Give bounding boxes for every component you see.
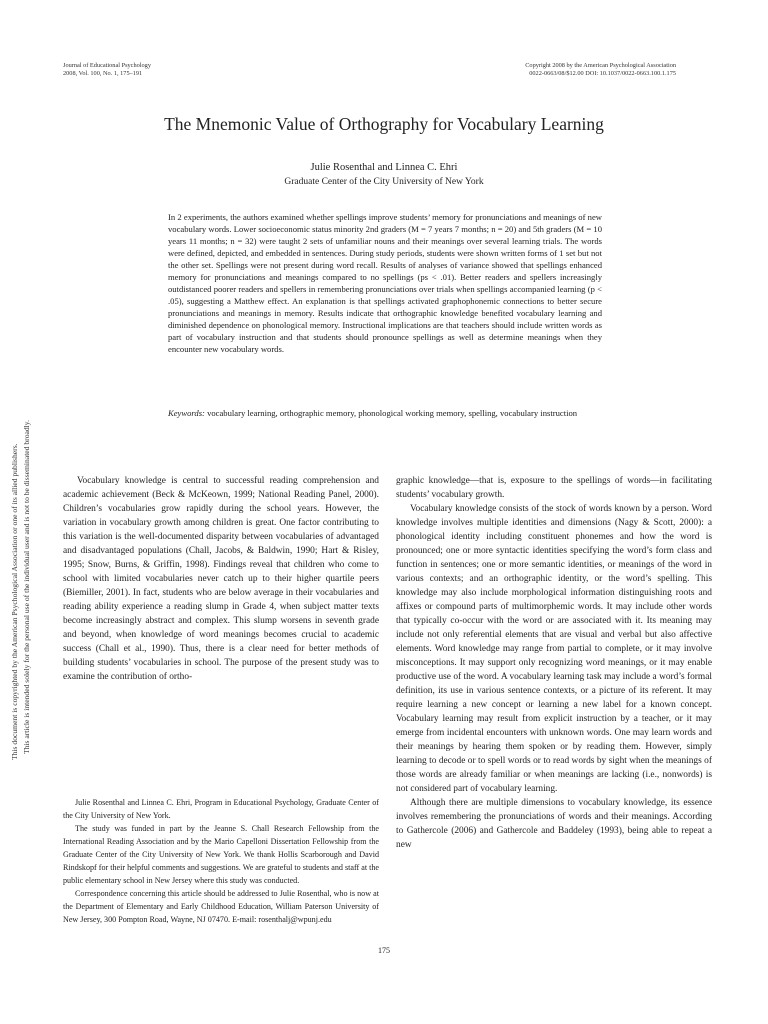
affiliation: Graduate Center of the City University of New York — [284, 177, 484, 187]
sidebar-line-1: This document is copyrighted by the American Psychological Association or one of its allied publishers. — [10, 443, 19, 760]
journal-volume: 2008, Vol. 100, No. 1, 175–191 — [63, 70, 143, 77]
footnote: Correspondence concerning this article should be addressed to Julie Rosenthal, who is now at the Department of Elementary and Early Childhood Education, William Paterson University of New Jersey, 300 Pompton Road, Wayne, NJ 07470. E-mail: rosenthalj@wpunj.edu — [63, 889, 379, 924]
body-paragraph: graphic knowledge—that is, exposure to the spellings of words—in facilitating students’ vocabulary growth. — [396, 476, 712, 500]
journal-header — [63, 62, 151, 78]
author-footnotes — [63, 796, 379, 926]
body-column-right — [396, 474, 712, 852]
page-number: 175 — [378, 946, 390, 955]
body-paragraph: Vocabulary knowledge consists of the stock of words known by a person. Word knowledge involves multiple identities and dimensions (Nagy & Scott, 2000): a phonological identity including constituent phonemes and how the word is pronounced; one or more syntactic identities specifying the word’s form class and function in sentences; one or more semantic identities, or meanings of the word in various contexts; and an orthographic identity, or the word’s spelling. This knowledge may also include morphological information distinguishing roots and affixes or compound parts of multimorphemic words. It may include other words that typically co-occur with the word or are associated with it. Its meaning may include not only referential elements that are visual and verbal but also affective elements. Word knowledge may range from partial to complete, or it may involve misconceptions. It may support only recognizing word meanings, or it may enable productive use of the word. A vocabulary learning task may include a word’s formal definition, its use in various sentence contexts, or a picture of its referent. It may require learning a new concept or learning a new label for a known concept. Vocabulary learning may result from explicit instruction by a teacher, or it may emerge from incidental encounters with unknown words. One may learn words and their meanings by hearing them spoken or by reading them. However, simply learning to decode or to spell words or to read words by sight when the meanings of those words are already familiar or when meanings are lacking (i.e., nonwords) is not considered part of vocabulary learning. — [396, 504, 712, 794]
body-column-left — [63, 474, 379, 684]
body-paragraph: Vocabulary knowledge is central to successful reading comprehension and academic achievement (Beck & McKeown, 1999; National Reading Panel, 2000). Children’s vocabularies grow rapidly during the school years. However, the variation in vocabulary growth among children is great. One factor contributing to this variation is the well-documented disparity between vocabularies of advantaged and disadvantaged populations (Chall, Jacobs, & Baldwin, 1990; Hart & Risley, 1995; Snow, Burns, & Griffin, 1998). Findings reveal that children who come to school with limited vocabularies never catch up to their higher quartile peers (Biemiller, 2001). In fact, students who are below average in their vocabularies and reading ability experience a reading slump in Grade 4, when subject matter texts become increasingly abstract and complex. This slump worsens in seventh grade and beyond, when knowledge of word meanings becomes crucial to academic success (Chall et al., 1990). Thus, there is a clear need for better methods of building students’ vocabularies in school. The purpose of the present study was to examine the contribution of ortho- — [63, 476, 379, 682]
sidebar-line-2: This article is intended solely for the personal use of the individual user and is not to be disseminated broadly. — [22, 420, 31, 754]
footnote: The study was funded in part by the Jeanne S. Chall Research Fellowship from the International Reading Association and by the Mario Capelloni Dissertation Fellowship from the Graduate Center of the City University of New York. We thank Hollis Scarborough and David Rindskopf for their helpful comments and suggestions. We are grateful to students and staff at the public elementary school in New Jersey where this study was conducted. — [63, 824, 379, 885]
doi-line: 0022-0663/08/$12.00 DOI: 10.1037/0022-0663.100.1.175 — [529, 70, 676, 77]
keywords-text: vocabulary learning, orthographic memory, phonological working memory, spelling, vocabulary instruction — [204, 408, 578, 418]
authors: Julie Rosenthal and Linnea C. Ehri — [310, 162, 458, 173]
footnote: Julie Rosenthal and Linnea C. Ehri, Program in Educational Psychology, Graduate Center of the City University of New York. — [63, 798, 379, 820]
journal-name: Journal of Educational Psychology — [63, 62, 151, 69]
body-paragraph: Although there are multiple dimensions to vocabulary knowledge, its essence involves remembering the pronunciations of words and their meanings. According to Gathercole (2006) and Gathercole and Baddeley (1993), being able to repeat a new — [396, 798, 712, 850]
article-title: The Mnemonic Value of Orthography for Vocabulary Learning — [164, 114, 604, 134]
copyright-header — [525, 62, 676, 78]
keywords-label: Keywords: — [168, 408, 205, 418]
copyright-line: Copyright 2008 by the American Psychological Association — [525, 62, 676, 69]
keywords — [168, 407, 602, 419]
copyright-sidebar — [4, 280, 44, 760]
abstract: In 2 experiments, the authors examined whether spellings improve students’ memory for pronunciations and meanings of new vocabulary words. Lower socioeconomic status minority 2nd graders (M = 7 years 7 months; n = 20) and 5th graders (M = 10 years 11 months; n = 32) were taught 2 sets of unfamiliar nouns and their meanings over several learning trials. The words were defined, depicted, and embedded in sentences. During study periods, students were shown written forms of 1 set but not the other set. Spellings were not present during word recall. Results of analyses of variance showed that spellings enhanced memory for pronunciations and meanings compared to no spellings (ps < .01). Better readers and spellers increasingly outdistanced poorer readers and spellers in remembering pronunciations over trials when spellings accompanied learning (p < .05), suggesting a Matthew effect. An explanation is that spellings activated graphophonemic connections to better secure pronunciations and meanings in memory. Results indicate that orthographic knowledge benefited vocabulary learning and diminished dependence on phonological memory. Instructional implications are that teachers should include written words as part of vocabulary instruction and that students should pronounce spellings as well as determine meanings when they encounter new vocabulary words. — [168, 212, 602, 354]
